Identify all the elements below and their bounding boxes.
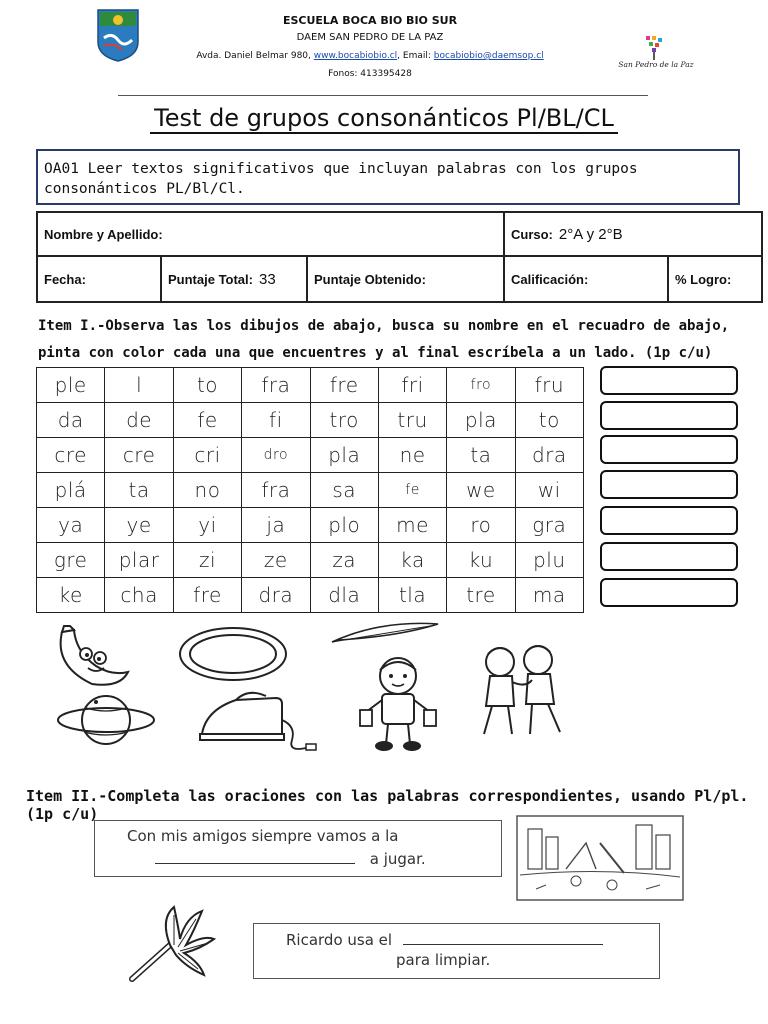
- total-score-label: Puntaje Total:: [168, 271, 253, 287]
- syllable-cell[interactable]: gra: [515, 508, 583, 543]
- plate-icon: [178, 626, 288, 682]
- school-address: [110, 51, 630, 61]
- sentence-2-start: Ricardo usa el: [286, 931, 393, 949]
- syllable-cell[interactable]: pla: [310, 438, 378, 473]
- syllable-cell[interactable]: ku: [447, 543, 515, 578]
- feather-icon: [330, 620, 440, 644]
- syllable-cell[interactable]: za: [310, 543, 378, 578]
- syllable-cell[interactable]: dro: [242, 438, 310, 473]
- syllable-cell[interactable]: fe: [173, 403, 241, 438]
- syllable-row: [37, 403, 584, 438]
- address-text: Avda. Daniel Belmar 980,: [196, 51, 311, 61]
- syllable-cell[interactable]: zi: [173, 543, 241, 578]
- syllable-cell[interactable]: plá: [37, 473, 105, 508]
- course-label: Curso:: [511, 226, 553, 242]
- syllable-cell[interactable]: ke: [37, 578, 105, 613]
- email-label: , Email:: [397, 51, 431, 61]
- syllable-cell[interactable]: fre: [310, 368, 378, 403]
- syllable-cell[interactable]: pla: [447, 403, 515, 438]
- syllable-cell[interactable]: ka: [378, 543, 446, 578]
- syllable-cell[interactable]: no: [173, 473, 241, 508]
- answer-box-3[interactable]: [600, 435, 738, 464]
- children-hugging-icon: [470, 642, 578, 742]
- syllable-cell[interactable]: fro: [447, 368, 515, 403]
- syllable-row: [37, 543, 584, 578]
- course-value: 2°A y 2°B: [558, 225, 623, 243]
- iron-icon: [196, 690, 326, 754]
- obtained-score-label: Puntaje Obtenido:: [314, 271, 426, 287]
- answer-box-5[interactable]: [600, 506, 738, 535]
- syllable-cell[interactable]: tla: [378, 578, 446, 613]
- syllable-cell[interactable]: tre: [447, 578, 515, 613]
- student-info-table: [36, 211, 763, 303]
- date-label: Fecha:: [44, 271, 86, 287]
- syllable-cell[interactable]: da: [37, 403, 105, 438]
- syllable-grid: [36, 367, 584, 613]
- syllable-cell[interactable]: plo: [310, 508, 378, 543]
- test-title: [0, 104, 768, 132]
- syllable-cell[interactable]: fri: [378, 368, 446, 403]
- san-pedro-logo: [616, 34, 696, 78]
- grade-label: Calificación:: [511, 271, 589, 287]
- syllable-cell[interactable]: fi: [242, 403, 310, 438]
- syllable-cell[interactable]: gre: [37, 543, 105, 578]
- obtained-score-field[interactable]: [307, 256, 504, 302]
- syllable-cell[interactable]: dla: [310, 578, 378, 613]
- sentence-1-box: [94, 820, 502, 877]
- sentence-1-end: a jugar.: [369, 850, 426, 868]
- syllable-cell[interactable]: fe: [378, 473, 446, 508]
- syllable-cell[interactable]: de: [105, 403, 174, 438]
- sentence-2-line2: para limpiar.: [396, 951, 491, 969]
- syllable-cell[interactable]: plu: [515, 543, 583, 578]
- syllable-row: [37, 368, 584, 403]
- email-link[interactable]: bocabiobio@daemsop.cl: [433, 51, 544, 61]
- syllable-row: [37, 508, 584, 543]
- answer-box-6[interactable]: [600, 542, 738, 571]
- syllable-cell[interactable]: fru: [515, 368, 583, 403]
- syllable-cell[interactable]: plar: [105, 543, 174, 578]
- syllable-cell[interactable]: ple: [37, 368, 105, 403]
- syllable-cell[interactable]: ja: [242, 508, 310, 543]
- syllable-cell[interactable]: dra: [515, 438, 583, 473]
- sentence-2-line1: [286, 930, 603, 949]
- daem-name: DAEM SAN PEDRO DE LA PAZ: [296, 32, 444, 43]
- syllable-cell[interactable]: cre: [37, 438, 105, 473]
- syllable-cell[interactable]: ya: [37, 508, 105, 543]
- sentence-2-box: [253, 923, 660, 979]
- item1-instruction-line1: Item I.-Observa las los dibujos de abajo, busca su nombre en el recuadro de abajo,: [38, 318, 730, 334]
- syllable-cell[interactable]: fra: [242, 473, 310, 508]
- syllable-cell[interactable]: ze: [242, 543, 310, 578]
- syllable-row: [37, 473, 584, 508]
- achievement-label: % Logro:: [675, 271, 732, 287]
- name-label: Nombre y Apellido:: [44, 226, 163, 242]
- syllable-cell[interactable]: yi: [173, 508, 241, 543]
- sentence-1-blank[interactable]: [155, 849, 355, 864]
- answer-box-4[interactable]: [600, 470, 738, 499]
- grade-field[interactable]: [504, 256, 668, 302]
- syllable-cell[interactable]: ro: [447, 508, 515, 543]
- objective-box: OA01 Leer textos significativos que incluyan palabras con los grupos consonánticos PL/Bl/Cl.: [36, 149, 740, 205]
- syllable-cell[interactable]: fre: [173, 578, 241, 613]
- total-score-field: [161, 256, 307, 302]
- website-link[interactable]: www.bocabiobio.cl: [313, 51, 398, 61]
- feather-duster-icon: [130, 905, 216, 983]
- syllable-cell[interactable]: to: [515, 403, 583, 438]
- syllable-cell[interactable]: wi: [515, 473, 583, 508]
- syllable-row: [37, 438, 584, 473]
- syllable-cell[interactable]: fra: [242, 368, 310, 403]
- date-field[interactable]: [37, 256, 161, 302]
- syllable-cell[interactable]: sa: [310, 473, 378, 508]
- playground-icon: [516, 815, 684, 901]
- sentence-2-blank[interactable]: [403, 930, 603, 945]
- course-field[interactable]: [504, 212, 762, 256]
- syllable-cell[interactable]: cri: [173, 438, 241, 473]
- syllable-cell[interactable]: ye: [105, 508, 174, 543]
- item2-instruction: Item II.-Completa las oraciones con las palabras correspondientes, usando Pl/pl.(1p c/u): [26, 787, 749, 823]
- syllable-cell[interactable]: dra: [242, 578, 310, 613]
- answer-box-1[interactable]: [600, 366, 738, 395]
- syllable-cell[interactable]: cre: [105, 438, 174, 473]
- syllable-cell[interactable]: tru: [378, 403, 446, 438]
- logo-text: San Pedro de la Paz: [618, 60, 694, 69]
- syllable-cell[interactable]: ta: [105, 473, 174, 508]
- syllable-cell[interactable]: to: [173, 368, 241, 403]
- syllable-row: [37, 578, 584, 613]
- name-field[interactable]: [37, 212, 504, 256]
- answer-box-2[interactable]: [600, 401, 738, 430]
- syllable-cell[interactable]: cha: [105, 578, 174, 613]
- answer-box-7[interactable]: [600, 578, 738, 607]
- sentence-1-line2: [155, 849, 426, 868]
- syllable-cell[interactable]: tro: [310, 403, 378, 438]
- achievement-field[interactable]: [668, 256, 762, 302]
- syllable-cell[interactable]: ta: [447, 438, 515, 473]
- syllable-cell[interactable]: ma: [515, 578, 583, 613]
- banana-icon: [52, 626, 132, 690]
- plumber-icon: [358, 652, 440, 752]
- syllable-cell[interactable]: l: [105, 368, 174, 403]
- sentence-1-line1: Con mis amigos siempre vamos a la: [127, 827, 399, 845]
- syllable-cell[interactable]: ne: [378, 438, 446, 473]
- school-name: ESCUELA BOCA BIO BIO SUR: [282, 14, 458, 27]
- planet-icon: [56, 690, 156, 750]
- item1-instruction-line2: pinta con color cada una que encuentres y al final escríbela a un lado. (1p c/u): [38, 345, 713, 361]
- title-text: Test de grupos consonánticos Pl/BL/CL: [150, 104, 618, 134]
- total-score-value: 33: [258, 270, 276, 288]
- phone-number: Fonos: 413395428: [328, 69, 412, 79]
- syllable-cell[interactable]: me: [378, 508, 446, 543]
- syllable-cell[interactable]: we: [447, 473, 515, 508]
- header-divider: [118, 95, 648, 96]
